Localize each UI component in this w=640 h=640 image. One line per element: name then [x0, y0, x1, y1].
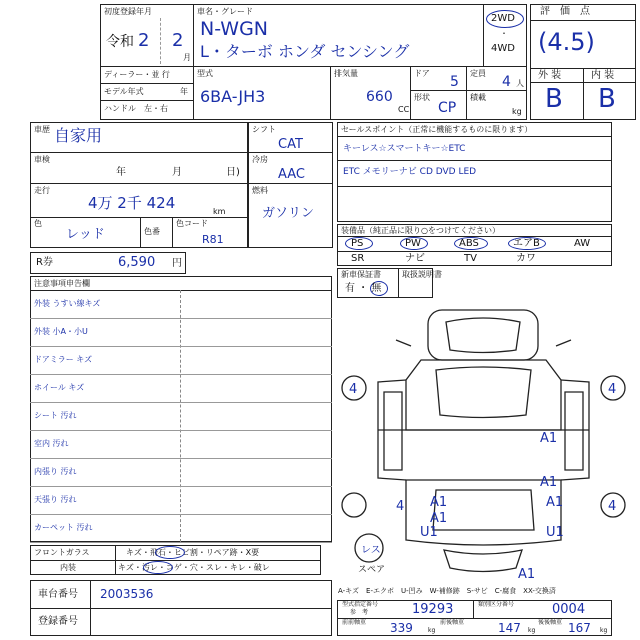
fuel: ガソリン: [262, 206, 315, 221]
reg-label: 登録番号: [38, 616, 78, 627]
equip-abs: ABS: [459, 238, 479, 249]
equip-pw: PW: [405, 238, 421, 249]
notes-row-divider: [30, 346, 332, 347]
sales-point-2: ETC メモリーナビ CD DVD LED: [343, 167, 477, 177]
grade: L・ターボ ホンダ センシング: [200, 42, 410, 61]
sales-point-1: キーレス☆スマートキー☆ETC: [343, 144, 466, 154]
equip-leather: カワ: [516, 253, 536, 264]
displacement-label: 排気量: [334, 69, 358, 78]
color-no-label: 色番: [144, 227, 160, 236]
interior-circle: [143, 561, 173, 574]
insp-year-unit: 年: [116, 167, 126, 178]
notes-item: 内張り 汚れ: [34, 467, 77, 476]
wheel-mark-fl: 4: [349, 382, 358, 397]
shift: CAT: [278, 137, 303, 152]
type-spec: 19293: [412, 602, 454, 617]
f2-label: 前後軸重: [440, 619, 465, 626]
header-block: [100, 4, 527, 120]
recycle-block: [30, 252, 186, 274]
door: 5: [450, 74, 459, 90]
inspection-label: 車検: [34, 155, 50, 164]
car-name: N-WGN: [200, 18, 269, 40]
equip-ps: PS: [351, 238, 364, 249]
f3-label: 後後軸重: [538, 619, 563, 626]
spare-note: レス: [361, 545, 381, 556]
ac-label: 冷房: [252, 155, 268, 164]
damage-mark-3: A1: [430, 495, 448, 510]
ext-label: 外 装: [538, 70, 562, 81]
notes-item: シート 汚れ: [34, 411, 77, 420]
mileage-label: 走行: [34, 186, 50, 195]
notes-item: 外装 うすい線キズ: [34, 299, 101, 308]
chassis-label: 車台番号: [38, 589, 78, 600]
model-year-label: モデル年式: [104, 87, 144, 96]
reg-month: 2: [172, 30, 184, 51]
front-glass-circle: [155, 546, 185, 559]
load-label: 積載: [470, 93, 486, 102]
front-glass-text: キズ・飛石・ヒビ割・リペア跡・X要: [126, 548, 260, 557]
year-unit: 年: [180, 87, 188, 96]
drive-4wd: 4WD: [491, 43, 515, 54]
f1-kg: kg: [428, 627, 436, 634]
ext-grade: B: [545, 84, 563, 114]
color: レッド: [66, 227, 105, 242]
type-label: 型式: [197, 69, 213, 78]
recycle-label: R券: [36, 257, 53, 268]
km-unit: km: [213, 207, 226, 216]
displacement: 660: [366, 89, 393, 105]
notes-row-divider: [30, 458, 332, 459]
first-reg-label: 初度登録年月: [104, 7, 152, 16]
interior-text: キズ・汚レ・コゲ・穴・スレ・キレ・破レ: [118, 563, 270, 572]
interior-label: 内装: [60, 563, 76, 572]
notes-item: 室内 汚れ: [34, 439, 69, 448]
equip-tv: TV: [464, 253, 477, 264]
score-label: 評 価 点: [540, 6, 590, 17]
damage-mark-5: A1: [546, 495, 564, 510]
drive-dot: ・: [500, 29, 508, 38]
f2-value: 147: [498, 621, 521, 635]
damage-legend: A-キズ E-エクボ U-凹み W-補修跡 S-サビ C-腐食 XX-交換済: [338, 587, 556, 595]
f3-value: 167: [568, 621, 591, 635]
wheel-mark-rl: 4: [396, 499, 405, 514]
damage-mark-8: A1: [518, 567, 536, 582]
notes-row-divider: [30, 430, 332, 431]
warranty-label: 新車保証書: [341, 270, 381, 279]
handle-label: ハンドル 左・右: [104, 104, 168, 113]
chassis: 2003536: [100, 587, 154, 601]
capacity-label: 定員: [470, 69, 486, 78]
usage-label: 車歴: [34, 125, 50, 134]
score: (4.5): [538, 28, 595, 56]
class-no: 0004: [552, 602, 586, 617]
door-label: ドア: [414, 69, 430, 78]
shape-label: 形状: [414, 93, 430, 102]
notes-row-divider: [30, 514, 332, 515]
notes-item: 外装 小A・小U: [34, 327, 88, 336]
dealer-label: ディーラー・並 行: [104, 70, 170, 79]
sales-points-title: セールスポイント（正常に機能するものに限ります）: [341, 125, 533, 134]
notes-title: 注意事項申告欄: [34, 279, 90, 288]
type-spec-label: 型式指定番号: [342, 601, 379, 608]
color-code-label: 色コード: [176, 219, 208, 228]
wheel-mark-fr: 4: [608, 382, 617, 397]
car-diagram: [336, 300, 636, 590]
person-unit: 人: [516, 79, 524, 88]
notes-row-divider: [30, 542, 332, 543]
shape: CP: [438, 100, 457, 116]
equipment-title: 装備品（純正品に限り○をつけてください）: [341, 226, 500, 235]
equip-aw: AW: [574, 238, 591, 249]
car-grade-label: 車名・グレード: [197, 7, 253, 16]
front-glass-label: フロントガラス: [34, 548, 90, 557]
shift-label: シフト: [252, 125, 276, 134]
manual-label: 取扱説明書: [402, 270, 442, 279]
damage-mark-2: A1: [540, 475, 558, 490]
insp-month-unit: 月: [172, 167, 182, 178]
notes-item: カーペット 汚れ: [34, 523, 93, 532]
ref-1: 参 考: [350, 609, 369, 616]
notes-row-divider: [30, 486, 332, 487]
notes-row-divider: [30, 402, 332, 403]
f1-value: 339: [390, 621, 413, 635]
equip-sr: SR: [351, 253, 365, 264]
damage-mark-4: A1: [430, 511, 448, 526]
reg-year: 2: [138, 30, 150, 51]
era: 令和: [106, 34, 134, 50]
damage-mark-6: U1: [420, 525, 438, 540]
f3-kg: kg: [600, 627, 608, 634]
equip-navi: ナビ: [405, 253, 425, 264]
damage-mark-7: U1: [546, 525, 564, 540]
drive-2wd: 2WD: [491, 13, 515, 24]
spare-label: スペア: [358, 565, 386, 575]
notes-item: 天張り 汚れ: [34, 495, 77, 504]
int-label: 内 装: [591, 70, 615, 81]
notes-row-divider: [30, 318, 332, 319]
f1-label: 前前軸重: [342, 619, 367, 626]
damage-mark-1: A1: [540, 431, 558, 446]
yen-unit: 円: [172, 258, 182, 269]
fuel-label: 燃料: [252, 186, 268, 195]
equip-airbag: エアB: [513, 238, 540, 249]
usage: 自家用: [54, 126, 103, 145]
kg-unit: kg: [512, 107, 522, 116]
mileage: 4万 2千 424: [88, 194, 176, 212]
insp-day-unit: 日): [226, 167, 240, 178]
notes-item: ドアミラー キズ: [34, 355, 93, 364]
notes-row-divider: [30, 374, 332, 375]
f2-kg: kg: [528, 627, 536, 634]
ac: AAC: [278, 167, 305, 182]
class-label: 類別区分番号: [478, 601, 515, 608]
warranty: 有 ・ 無: [345, 283, 382, 294]
type-value: 6BA-JH3: [200, 87, 266, 106]
notes-item: ホイール キズ: [34, 383, 85, 392]
color-label: 色: [34, 219, 42, 228]
cc-unit: CC: [398, 105, 410, 114]
color-code: R81: [202, 233, 224, 246]
wheel-mark-rr: 4: [608, 499, 617, 514]
int-grade: B: [598, 84, 616, 114]
month-unit: 月: [183, 53, 191, 62]
capacity: 4: [502, 74, 511, 90]
recycle: 6,590: [118, 255, 156, 270]
